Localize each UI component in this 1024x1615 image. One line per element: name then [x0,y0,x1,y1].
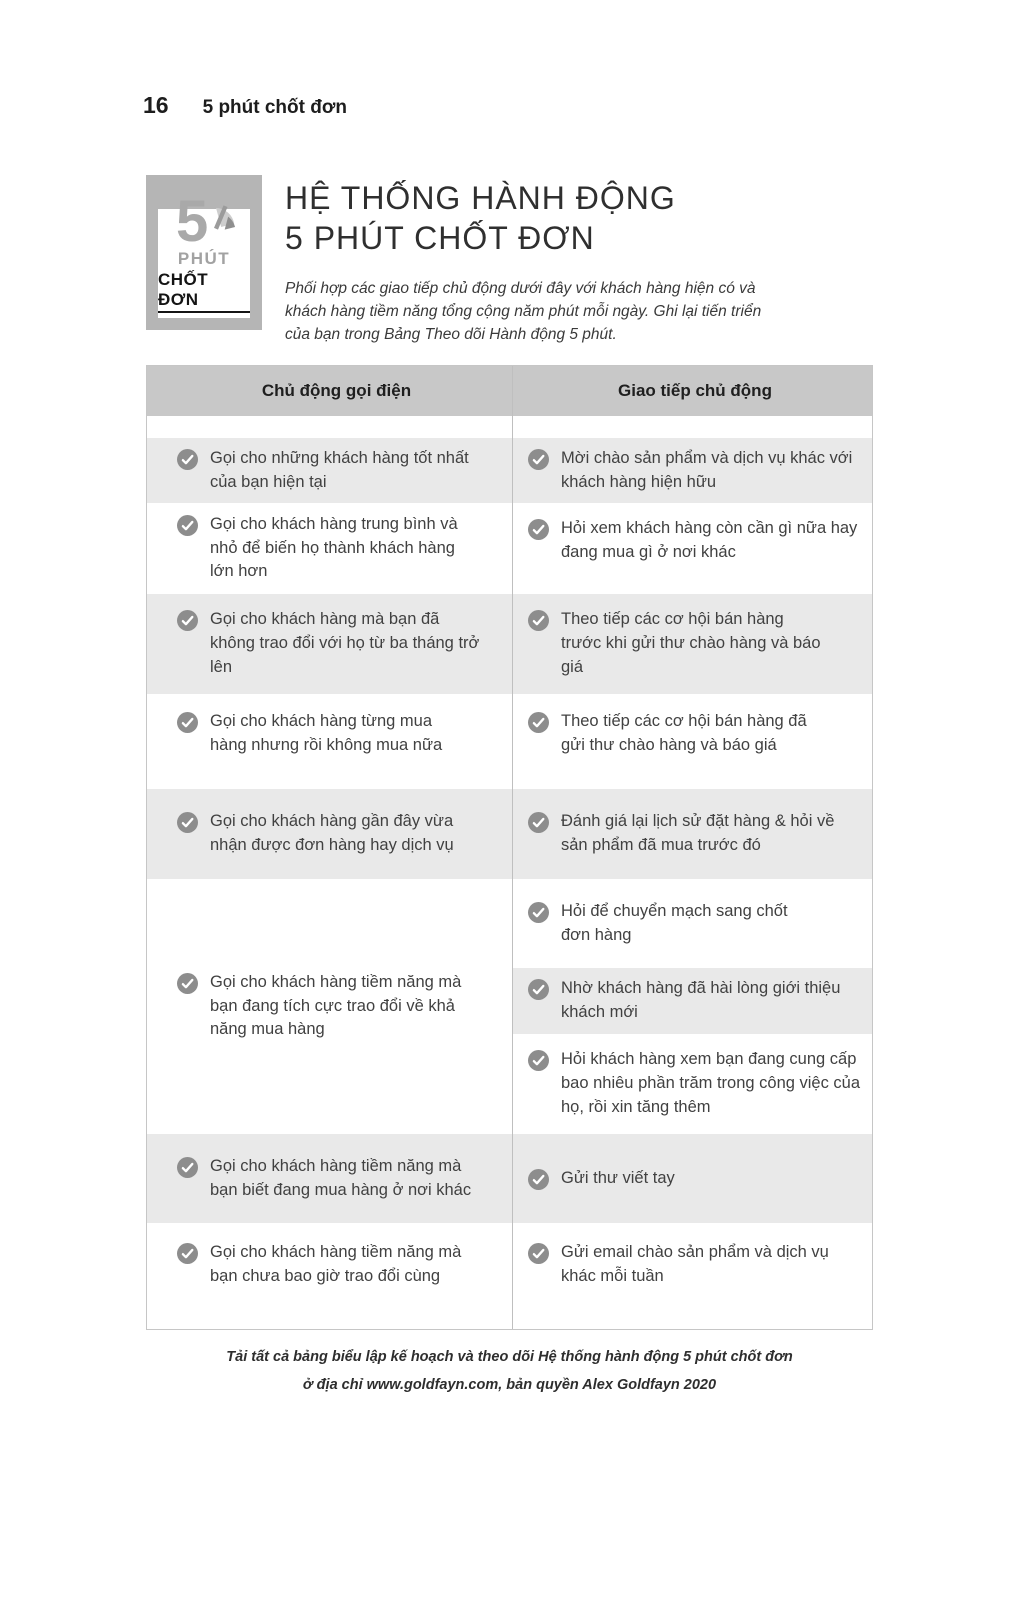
list-item [528,517,862,565]
check-icon [528,812,549,833]
spacer-cell [147,416,513,438]
table-cell [513,968,872,1034]
table-cell [513,1034,872,1134]
list-item [528,447,862,495]
download-note-line1: Tải tất cả bảng biểu lập kế hoạch và theo dõi Hệ thống hành động 5 phút chốt đơn [226,1349,793,1365]
list-item [528,1048,862,1119]
list-item-text: Theo tiếp các cơ hội bán hàng đã gửi thư chào hàng và báo giá [561,712,807,754]
action-table [146,365,873,1330]
list-item [177,608,482,679]
table-cell [513,594,872,694]
list-item [528,1241,843,1289]
check-icon [528,712,549,733]
table-cell [147,789,513,879]
list-item-text: Gửi thư viết tay [561,1168,675,1187]
intro-paragraph: Phối hợp các giao tiếp chủ động dưới đây với khách hàng hiện có và khách hàng tiềm năng tổng cộng năm phút mỗi ngày. Ghi lại tiến triển của bạn trong Bảng Theo dõi Hành động 5 phút. [285,279,762,344]
five-minute-logo [146,175,262,330]
list-item [177,1241,482,1289]
list-item-text: Nhờ khách hàng đã hài lòng giới thiệu khách mới [561,979,841,1021]
list-item-text: Hỏi để chuyển mạch sang chốt đơn hàng [561,901,788,944]
list-item-text: Gửi email chào sản phẩm và dịch vụ khác mỗi tuần [561,1243,829,1285]
clock-icon [172,189,236,254]
check-icon [177,1243,198,1264]
check-icon [528,449,549,470]
spacer-cell [513,416,872,438]
table-cell [147,594,513,694]
list-item [528,710,833,758]
check-icon [177,610,198,631]
list-item [528,900,811,948]
table-cell [147,503,513,594]
logo-inner-panel [158,189,250,318]
check-icon [528,610,549,631]
table-cell [147,1134,513,1223]
list-item [177,810,482,858]
list-item-text: Đánh giá lại lịch sử đặt hàng & hỏi về sản phẩm đã mua trước đó [561,812,835,854]
page-title [285,178,805,259]
check-icon [177,449,198,470]
download-note [146,1344,873,1399]
list-item-text: Gọi cho khách hàng tiềm năng mà bạn đang tích cực trao đổi về khả năng mua hàng [210,972,462,1039]
check-icon [177,1157,198,1178]
list-item [177,513,482,584]
table-cell [513,1134,872,1223]
table-cell [513,438,872,503]
check-icon [177,515,198,536]
list-item [177,710,462,758]
heading-block [285,178,805,362]
check-icon [528,1243,549,1264]
list-item-text: Mời chào sản phẩm và dịch vụ khác với khách hàng hiện hữu [561,448,853,491]
running-title: 5 phút chốt đơn [202,97,347,118]
download-note-line2: ở địa chỉ www.goldfayn.com, bản quyền Alex Goldfayn 2020 [302,1376,717,1393]
list-item-text: Gọi cho khách hàng từng mua hàng nhưng rồi không mua nữa [210,712,443,754]
table-cell [147,694,513,789]
table-cell [147,879,513,1134]
table-cell [513,1223,872,1329]
check-icon [528,1169,549,1190]
list-item [177,971,482,1042]
list-item-text: Gọi cho khách hàng gần đây vừa nhận được đơn hàng hay dịch vụ [210,812,454,854]
check-icon [528,902,549,923]
column-header-calls: Chủ động gọi điện [147,366,513,416]
list-item-text: Gọi cho khách hàng mà bạn đã không trao đổi với họ từ ba tháng trở lên [210,610,480,676]
list-item-text: Gọi cho những khách hàng tốt nhất của bạn hiện tại [210,448,469,491]
table-cell [513,879,872,968]
check-icon [177,712,198,733]
list-item [528,977,841,1025]
logo-word-chotdon: CHỐT ĐƠN [158,270,250,313]
list-item-text: Gọi cho khách hàng trung bình và nhỏ để biến họ thành khách hàng lớn hơn [210,514,458,581]
list-item [177,1155,482,1203]
check-icon [177,973,198,994]
page-number: 16 [143,92,169,118]
running-head [143,92,347,119]
list-item [528,608,823,679]
list-item-text: Hỏi xem khách hàng còn cần gì nữa hay đang mua gì ở nơi khác [561,519,858,561]
list-item-text: Gọi cho khách hàng tiềm năng mà bạn biết đang mua hàng ở nơi khác [210,1156,472,1199]
logo-word-phut: PHÚT [177,249,231,268]
check-icon [528,519,549,540]
list-item-text: Theo tiếp các cơ hội bán hàng trước khi gửi thư chào hàng và báo giá [561,610,821,676]
table-cell [513,694,872,789]
table-cell [513,789,872,879]
table-cell [147,438,513,503]
table-cell [513,503,872,594]
page-title-line2: 5 PHÚT CHỐT ĐƠN [285,220,595,257]
table-cell [147,1223,513,1329]
check-icon [177,812,198,833]
list-item-text: Hỏi khách hàng xem bạn đang cung cấp bao nhiêu phần trăm trong công việc của họ, rồi xin tăng thêm [561,1050,861,1116]
logo-number: 5 [176,189,209,254]
column-header-communications: Giao tiếp chủ động [513,366,872,416]
list-item [177,447,482,495]
check-icon [528,979,549,1000]
check-icon [528,1050,549,1071]
list-item [528,1167,675,1191]
list-item-text: Gọi cho khách hàng tiềm năng mà bạn chưa bao giờ trao đổi cùng [210,1243,462,1285]
list-item [528,810,862,858]
page-title-line1: HỆ THỐNG HÀNH ĐỘNG [285,180,676,216]
